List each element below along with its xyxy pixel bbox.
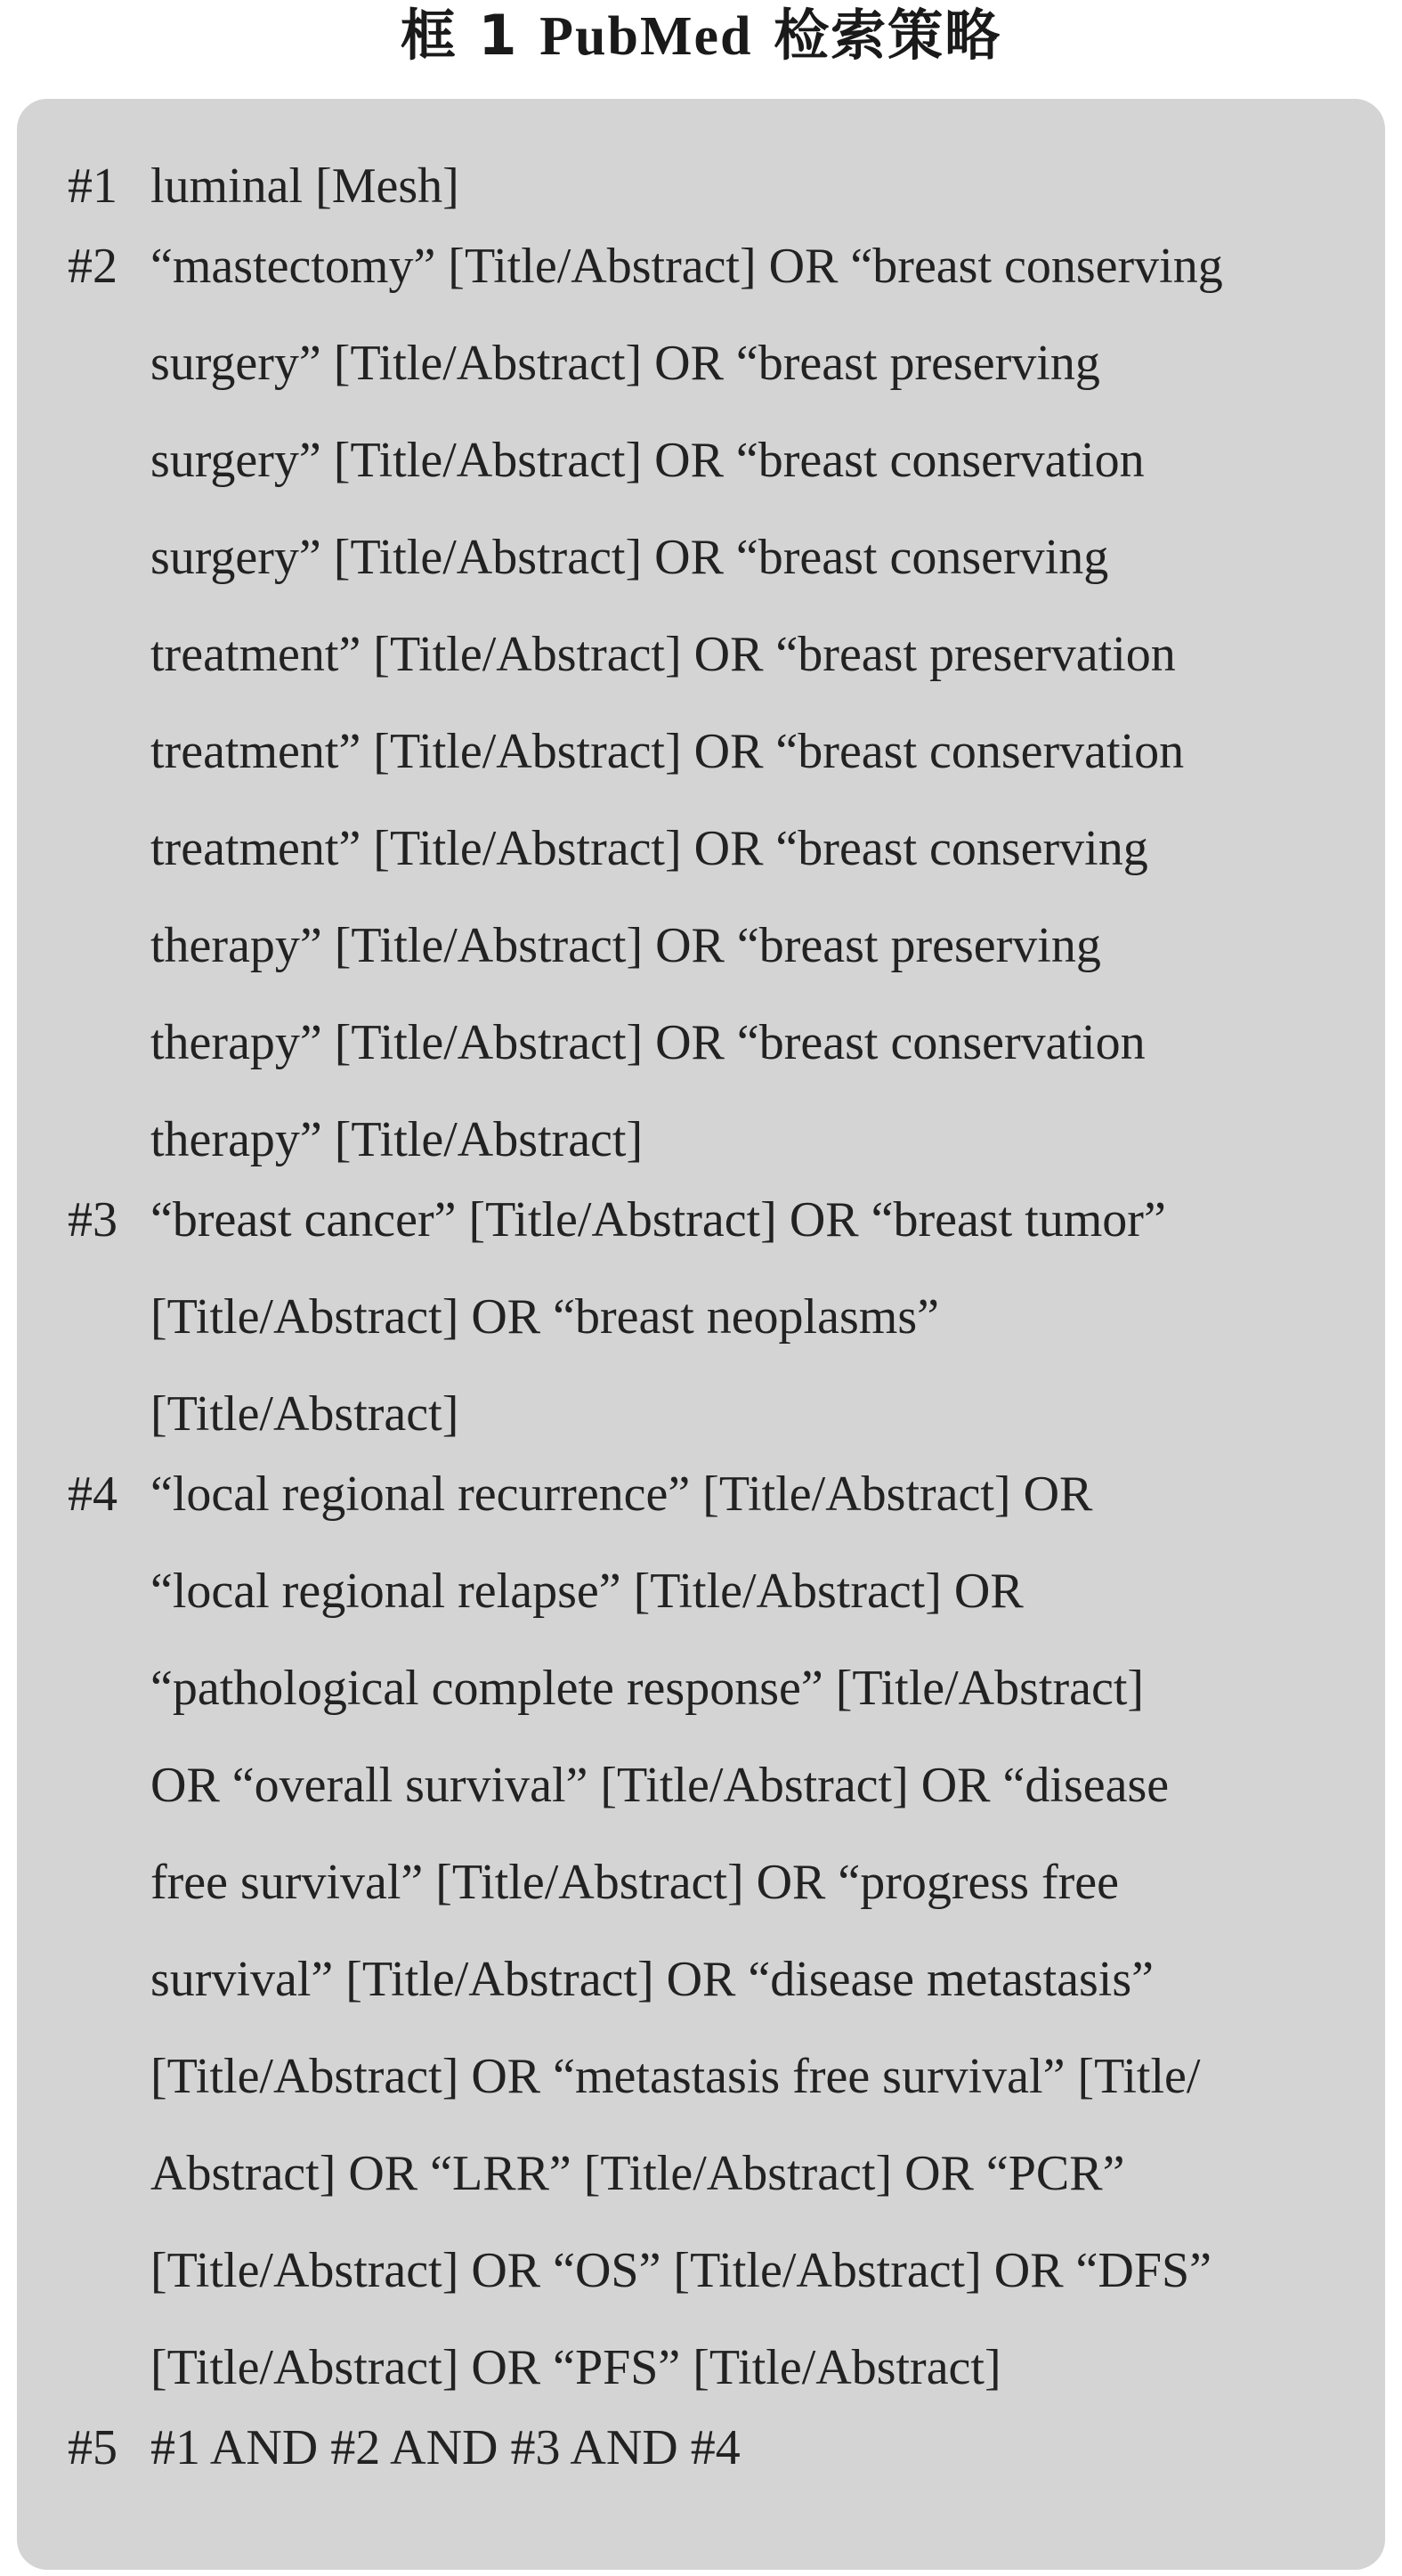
- title-name: PubMed: [539, 6, 753, 67]
- entry-line: “local regional relapse” [Title/Abstract] OR: [150, 1564, 1024, 1619]
- entry-line: treatment” [Title/Abstract] OR “breast conserving: [150, 821, 1148, 876]
- title-suffix: 检索策略: [774, 3, 1002, 68]
- entry-id: #1: [68, 158, 118, 214]
- entry-line: surgery” [Title/Abstract] OR “breast conserving: [150, 530, 1109, 585]
- entry-line: survival” [Title/Abstract] OR “disease metastasis”: [150, 1952, 1154, 2007]
- entry-line: treatment” [Title/Abstract] OR “breast conservation: [150, 724, 1185, 779]
- search-strategy-panel: [17, 99, 1385, 2570]
- entry-id: #2: [68, 239, 118, 294]
- search-entry: [17, 2400, 1385, 2497]
- entry-line: [Title/Abstract] OR “OS” [Title/Abstract] OR “DFS”: [150, 2243, 1212, 2298]
- entry-line: therapy” [Title/Abstract] OR “breast conservation: [150, 1015, 1146, 1070]
- entry-line: [Title/Abstract]: [150, 1386, 459, 1442]
- entry-line: surgery” [Title/Abstract] OR “breast conservation: [150, 433, 1145, 488]
- entry-line: free survival” [Title/Abstract] OR “progress free: [150, 1855, 1120, 1910]
- entry-line: surgery” [Title/Abstract] OR “breast preserving: [150, 336, 1100, 391]
- entry-line: “local regional recurrence” [Title/Abstract] OR: [150, 1467, 1093, 1522]
- entry-id: #4: [68, 1467, 118, 1522]
- entry-line: therapy” [Title/Abstract] OR “breast preserving: [150, 918, 1101, 973]
- search-entry: [17, 1446, 1385, 2417]
- entry-line: treatment” [Title/Abstract] OR “breast preservation: [150, 627, 1176, 682]
- entry-line: [Title/Abstract] OR “breast neoplasms”: [150, 1289, 939, 1345]
- entry-line: Abstract] OR “LRR” [Title/Abstract] OR “PCR”: [150, 2146, 1125, 2201]
- title-label: 框 1: [400, 3, 519, 68]
- search-entry: [17, 1172, 1385, 1463]
- box-title: [0, 0, 1402, 85]
- entry-line: luminal [Mesh]: [150, 158, 459, 214]
- entry-line: OR “overall survival” [Title/Abstract] OR “disease: [150, 1758, 1170, 1813]
- entry-id: #3: [68, 1192, 118, 1247]
- entry-id: #5: [68, 2420, 118, 2475]
- entry-line: [Title/Abstract] OR “metastasis free survival” [Title/: [150, 2049, 1201, 2104]
- entry-line: #1 AND #2 AND #3 AND #4: [150, 2420, 741, 2475]
- search-entry: [17, 218, 1385, 1189]
- entry-line: “mastectomy” [Title/Abstract] OR “breast conserving: [150, 239, 1223, 294]
- entry-line: “breast cancer” [Title/Abstract] OR “breast tumor”: [150, 1192, 1166, 1247]
- entry-line: “pathological complete response” [Title/Abstract]: [150, 1661, 1145, 1716]
- entry-line: [Title/Abstract] OR “PFS” [Title/Abstract]: [150, 2340, 1001, 2395]
- search-strategy-list: [17, 138, 1385, 2497]
- entry-line: therapy” [Title/Abstract]: [150, 1112, 644, 1167]
